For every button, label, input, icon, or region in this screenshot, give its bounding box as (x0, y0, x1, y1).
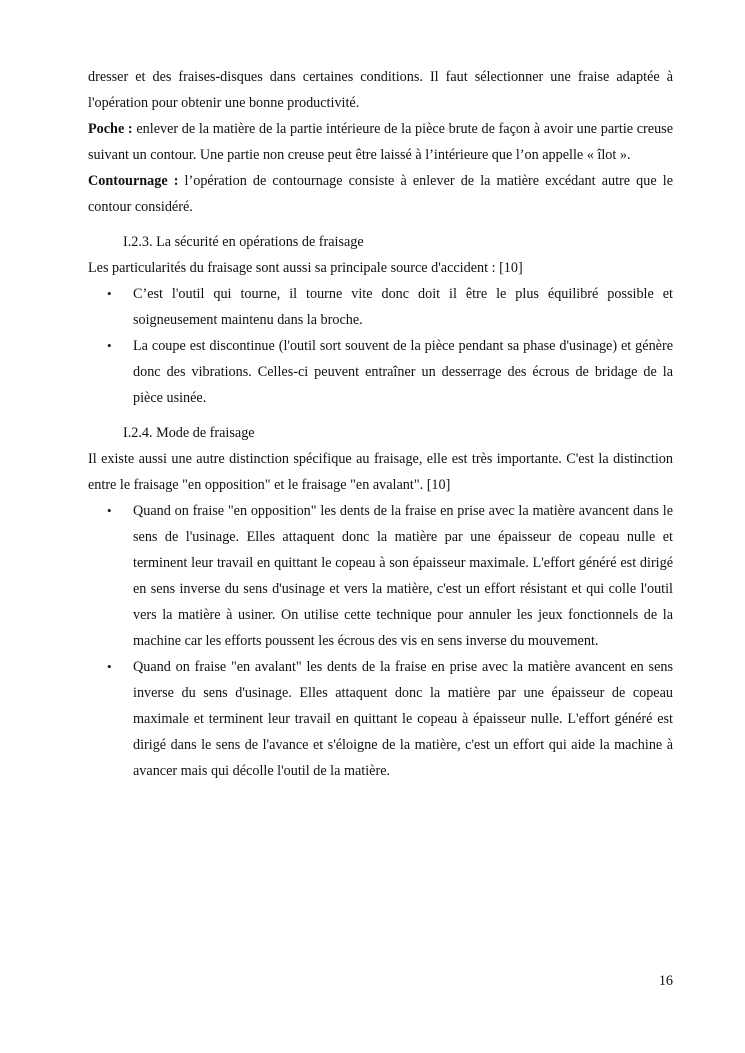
list-item (88, 654, 673, 784)
contournage-definition: l’opération de contournage consiste à enlever de la matière excédant autre que le contour considéré. (88, 173, 673, 215)
poche-definition: enlever de la matière de la partie intérieure de la pièce brute de façon à avoir une partie creuse suivant un contour. Une partie non creuse peut être laissé à l’intérieure que l’on appelle « îlot ». (88, 121, 673, 163)
list-item-text: Quand on fraise "en avalant" les dents de la fraise en prise avec la matière avancent en sens inverse du sens d'usinage. Elles attaquent donc la matière par une épaisseur de copeau maximale et terminent leur travail en quittant le copeau à épaisseur nulle. L'effort généré est dirigé dans le sens de l'avance et s'éloigne de la matière, c'est un effort qui aide la machine à avancer mais qui décolle l'outil de la matière. (133, 659, 673, 779)
bullet-list-mode (88, 498, 673, 784)
bullet-icon: • (107, 659, 112, 674)
bullet-icon: • (107, 503, 112, 518)
bullet-icon: • (107, 338, 112, 353)
section-intro-mode: Il existe aussi une autre distinction spécifique au fraisage, elle est très importante. C'est la distinction entre le fraisage "en opposition" et le fraisage "en avalant". [10] (88, 451, 673, 493)
paragraph-poche (88, 116, 673, 168)
section-intro-securite: Les particularités du fraisage sont aussi sa principale source d'accident : [10] (88, 260, 523, 276)
term-contournage: Contournage : (88, 173, 179, 189)
section-heading-mode: I.2.4. Mode de fraisage (123, 425, 255, 441)
list-item-text: C’est l'outil qui tourne, il tourne vite donc doit il être le plus équilibré possible et soigneusement maintenu dans la broche. (133, 286, 673, 328)
section-heading-securite: I.2.3. La sécurité en opérations de fraisage (123, 234, 364, 250)
list-item-text: La coupe est discontinue (l'outil sort souvent de la pièce pendant sa phase d'usinage) et génère donc des vibrations. Celles-ci peuvent entraîner un desserrage des écrous de bridage de la pièce usinée. (133, 338, 673, 406)
list-item (88, 498, 673, 654)
list-item-text: Quand on fraise "en opposition" les dents de la fraise en prise avec la matière avancent dans le sens de l'usinage. Elles attaquent donc la matière par une épaisseur de copeau nulle et terminent leur travail en quittant le copeau à son épaisseur maximale. L'effort généré est dirigé en sens inverse du sens d'usinage et vers la matière, c'est un effort résistant et qui colle l'outil vers la matière à usiner. On utilise cette technique pour annuler les jeux fonctionnels de la machine car les efforts poussent les écrous des vis en sens inverse du mouvement. (133, 503, 673, 649)
list-item (88, 333, 673, 411)
term-poche: Poche : (88, 121, 133, 137)
bullet-icon: • (107, 286, 112, 301)
paragraph-contournage (88, 168, 673, 220)
page-number: 16 (658, 973, 673, 989)
bullet-list-securite (88, 281, 673, 411)
list-item (88, 281, 673, 333)
paragraph-intro: dresser et des fraises-disques dans certaines conditions. Il faut sélectionner une fraise adaptée à l'opération pour obtenir une bonne productivité. (88, 69, 673, 111)
document-page (88, 64, 673, 784)
